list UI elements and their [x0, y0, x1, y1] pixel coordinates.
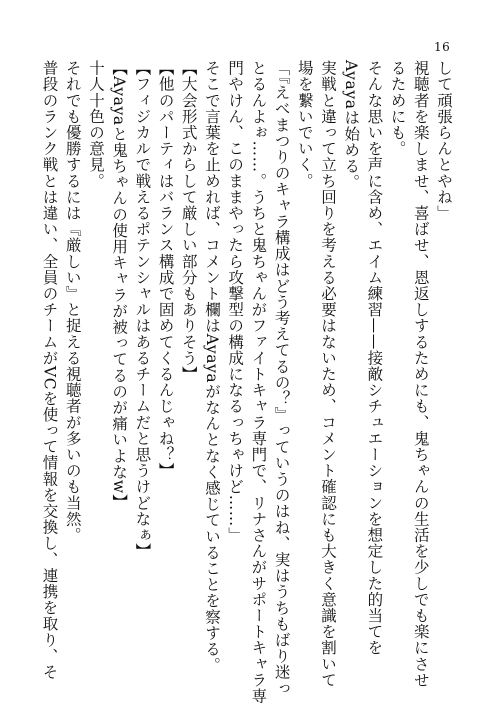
text-line: して頑張らんとやね」 [435, 60, 453, 221]
text-line: 門やけん、このままやったら攻撃型の構成になるっちゃけど……」 [226, 60, 245, 543]
page-number: 16 [434, 40, 451, 54]
text-line: るためにも。 [388, 60, 407, 157]
body-text [37, 60, 455, 704]
text-line: そんな思いを声に含め、エイム練習——接敵シチュエーションを想定した的当てを [365, 60, 384, 656]
text-line: それでも優勝するには『厳しい』と捉える視聴者が多いのも当然。 [63, 60, 82, 543]
text-line: 普段のランク戦とは違い、全員のチームがVCを使って情報を交換し、連携を取り、そ [40, 60, 59, 680]
text-line: そこで言葉を止めれば、コメント欄はAyayaがなんとなく感じていることを察する。 [202, 60, 221, 674]
text-line: 「『えべまつりのキャラ構成はどう考えてるの？』っていうのはね、実はうちもばり迷っ [272, 60, 291, 697]
text-line: 【他のパーティはバランス構成で固めてくるんじゃね？】 [156, 60, 175, 479]
text-line: 十人十色の意見。 [86, 60, 105, 189]
text-line: Ayayaは始める。 [342, 60, 361, 191]
text-line: 【フィジカルで戦えるポテンシャルはあるチームだと思うけどなぁ】 [133, 60, 152, 560]
text-line: 場を繋いでいく。 [295, 60, 314, 189]
text-line: 【大会形式からして厳しい部分もありそう】 [179, 60, 198, 382]
text-line: 実戦と違って立ち回りを考える必要はないため、コメント確認にも大きく意識を割いて [318, 60, 337, 688]
text-line: 【Ayayaと鬼ちゃんの使用キャラが被ってるのが痛いよなw】 [110, 60, 129, 510]
text-line: とるんよぉ……。うちと鬼ちゃんがファイトキャラ専門で、リナさんがサポートキャラ専 [249, 60, 268, 704]
text-line: 視聴者を楽しませ、喜ばせ、恩返しするためにも、鬼ちゃんの生活を少しでも楽にさせ [411, 60, 430, 688]
